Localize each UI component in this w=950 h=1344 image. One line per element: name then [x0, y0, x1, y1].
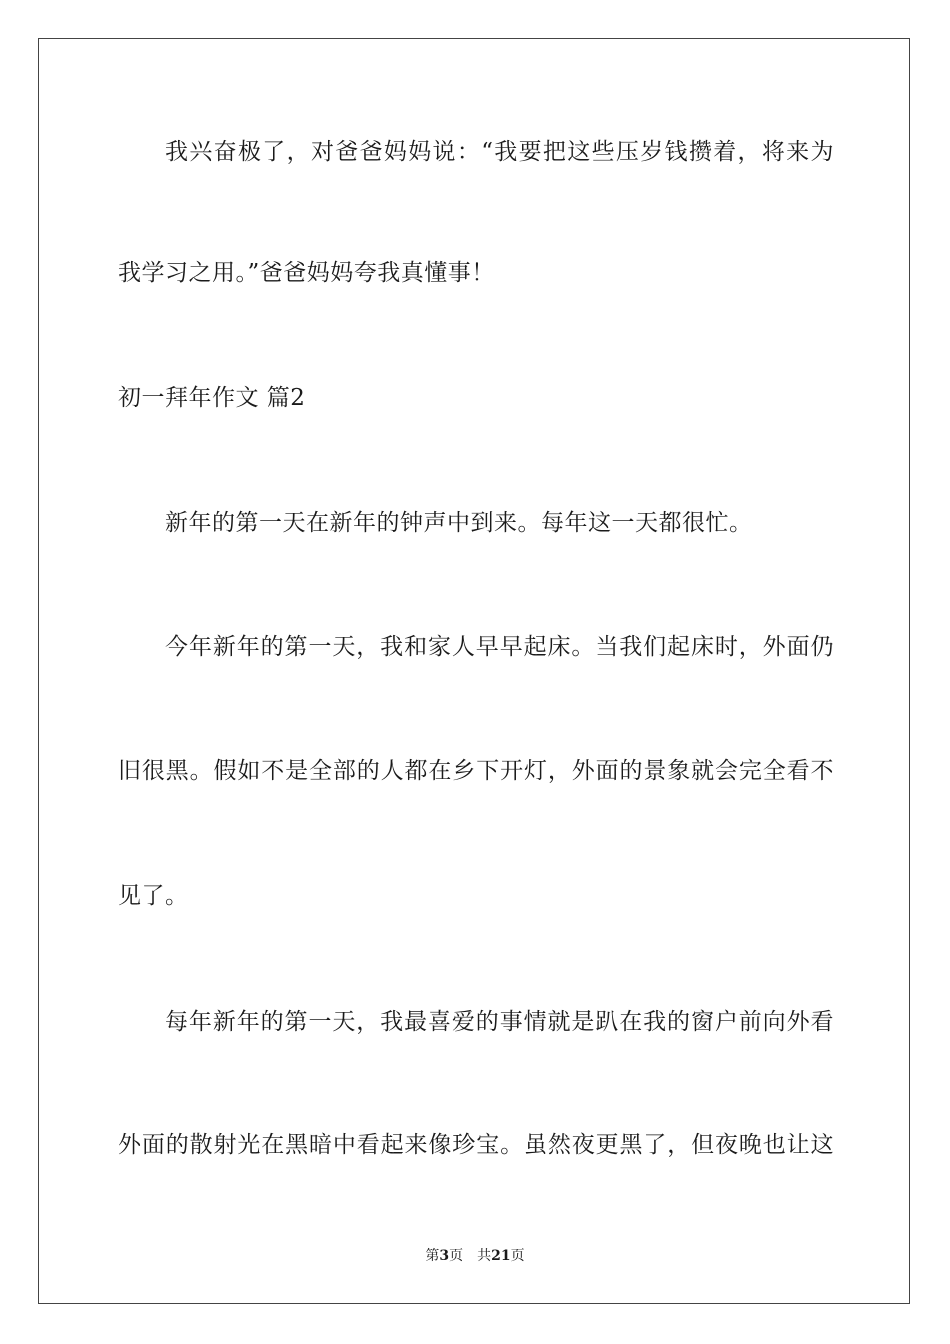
paragraph-line: 我兴奋极了，对爸爸妈妈说：“我要把这些压岁钱攒着，将来为: [165, 139, 834, 165]
page-border: [38, 38, 910, 1304]
current-page-number: 3: [439, 1248, 450, 1264]
paragraph-line: 新年的第一天在新年的钟声中到来。每年这一天都很忙。: [165, 510, 753, 536]
section-heading: 初一拜年作文 篇2: [118, 385, 306, 411]
footer-suffix: 页: [510, 1248, 525, 1264]
footer-prefix: 第: [425, 1248, 440, 1264]
paragraph-line: 旧很黑。假如不是全部的人都在乡下开灯，外面的景象就会完全看不: [118, 758, 834, 784]
total-page-number: 21: [491, 1248, 511, 1264]
paragraph-line: 外面的散射光在黑暗中看起来像珍宝。虽然夜更黑了，但夜晚也让这: [118, 1132, 834, 1158]
page-footer: [0, 1246, 950, 1266]
paragraph-line: 我学习之用。”爸爸妈妈夸我真懂事！: [118, 260, 495, 286]
paragraph-line: 每年新年的第一天，我最喜爱的事情就是趴在我的窗户前向外看: [165, 1009, 834, 1035]
footer-middle: 页 共: [449, 1248, 492, 1264]
paragraph-line: 见了。: [118, 883, 189, 909]
paragraph-line: 今年新年的第一天，我和家人早早起床。当我们起床时，外面仍: [165, 634, 834, 660]
